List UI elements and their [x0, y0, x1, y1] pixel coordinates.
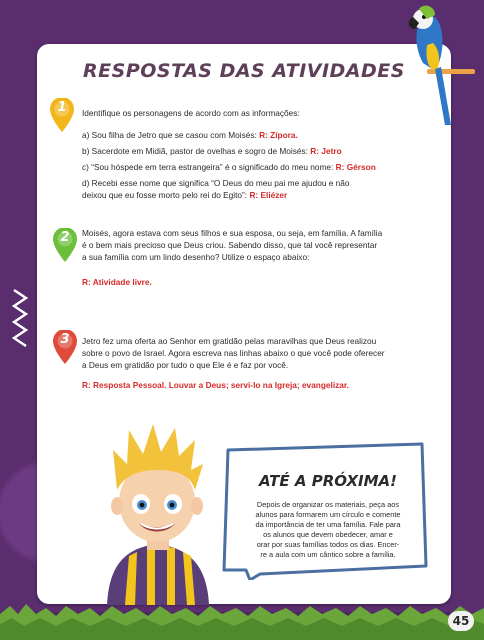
question-1-item-d-cont: deixou que eu fosse morto pelo rei do Egito”: R: Eliézer — [82, 190, 288, 200]
bubble-text — [238, 500, 418, 560]
question-3-line-1: Jetro fez uma oferta ao Senhor em gratidão pelas maravilhas que Deus realizou — [82, 336, 377, 346]
question-3-line-3: a Deus em gratidão por tudo o que Ele é e faz por você. — [82, 360, 289, 370]
bubble-line-3: da importância de ter uma família. Fale para — [255, 520, 401, 529]
zigzag-decoration — [12, 288, 30, 358]
page-title: RESPOSTAS DAS ATIVIDADES — [83, 60, 405, 82]
question-1-item-d: d) Recebi esse nome que significa “O Deus do meu pai me ajudou e não — [82, 178, 350, 188]
question-3-number: 3 — [60, 332, 70, 347]
question-1-item-b: b) Sacerdote em Midiã, pastor de ovelhas e sogro de Moisés: R: Jetro — [82, 146, 342, 156]
question-3-block — [82, 335, 442, 391]
question-1-item-c: c) “Sou hóspede em terra estrangeira” é o significado do meu nome: R: Gérson — [82, 162, 376, 172]
page-number: 45 — [448, 611, 474, 631]
number-pin-2 — [53, 228, 77, 262]
number-pin-3 — [53, 330, 77, 364]
question-2-line-3: a sua família com um lindo desenho? Utilize o espaço abaixo: — [82, 252, 310, 262]
bubble-line-4: os alunos que devem obedecer, amar e — [263, 530, 393, 539]
bubble-line-6: re a aula com um cântico sobre a família. — [260, 550, 396, 559]
question-3-line-2: sobre o povo de Israel. Agora escreva nas linhas abaixo o que você pode oferecer — [82, 348, 385, 358]
question-2-line-1: Moisés, agora estava com seus filhos e sua esposa, ou seja, em família. A família — [82, 228, 383, 238]
bubble-line-1: Depois de organizar os materiais, peça aos — [256, 500, 400, 509]
bubble-line-5: orar por suas famílias todos os dias. Encer- — [256, 540, 400, 549]
question-2-block — [82, 227, 442, 288]
bubble-line-2: alunos para formarem um círculo e comente — [255, 510, 401, 519]
bubble-title: ATÉ A PRÓXIMA! — [259, 472, 397, 490]
question-2-number: 2 — [60, 230, 70, 245]
answer-2: R: Atividade livre. — [82, 277, 152, 287]
answer-1c: R: Gérson — [335, 162, 376, 172]
answer-1d: R: Eliézer — [249, 190, 288, 200]
answer-1a: R: Zípora. — [259, 130, 298, 140]
answer-1b: R: Jetro — [310, 146, 342, 156]
question-1-number: 1 — [57, 100, 67, 115]
question-1-prompt: Identifique os personagens de acordo com as informações: — [82, 108, 300, 118]
answer-3: R: Resposta Pessoal. Louvar a Deus; servi-lo na Igreja; evangelizar. — [82, 380, 349, 390]
grass-strip — [0, 600, 484, 640]
question-1-item-a: a) Sou filha de Jetro que se casou com Moisés: R: Zípora. — [82, 130, 298, 140]
question-2-line-2: é o bem mais precioso que Deus criou. Sabendo disso, que tal você representar — [82, 240, 378, 250]
boy-character-illustration — [95, 420, 225, 605]
number-pin-1 — [50, 98, 74, 132]
question-1-block — [82, 107, 437, 201]
